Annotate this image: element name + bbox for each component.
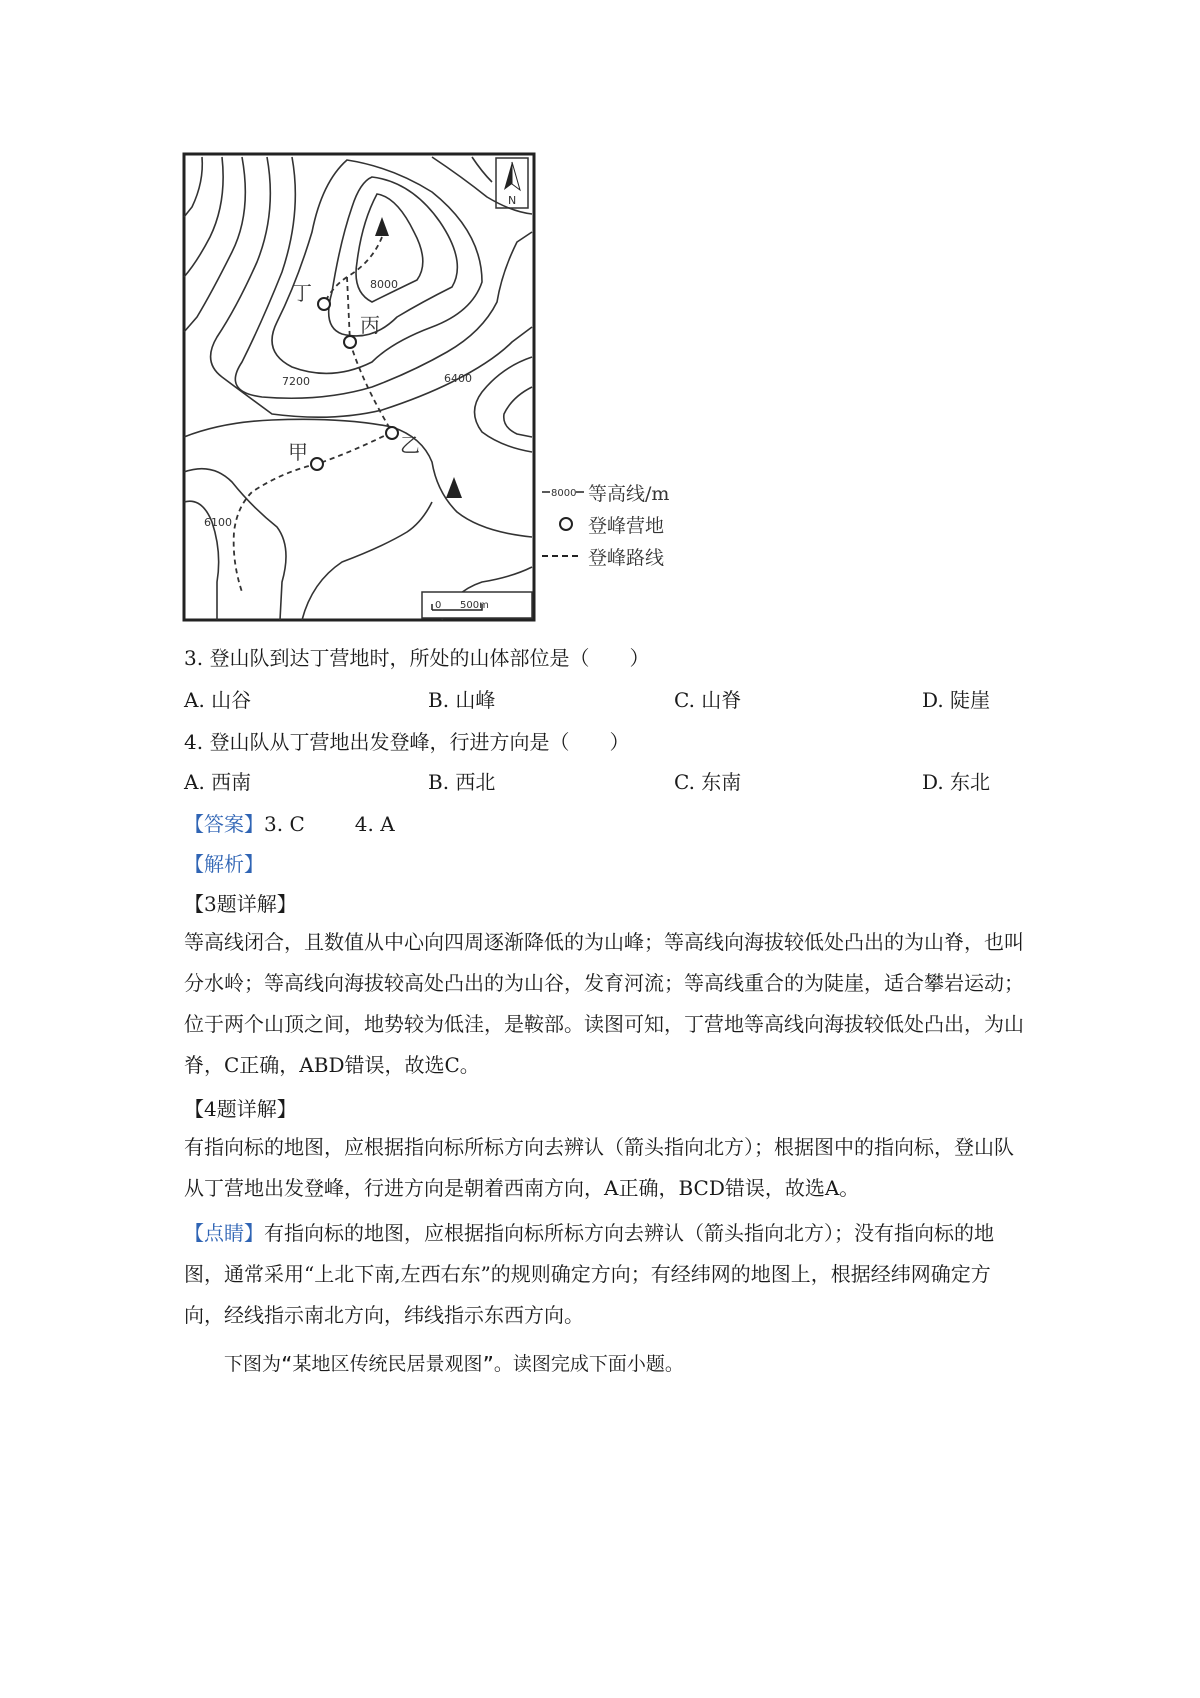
q4-option-b: B. 西北 <box>428 770 496 794</box>
detail-3-title: 【3题详解】 <box>184 892 297 916</box>
answer-3: 3. C <box>264 812 305 836</box>
detail-4-title: 【4题详解】 <box>184 1097 297 1121</box>
contour-map <box>182 152 722 622</box>
camp-yi-icon <box>386 427 398 439</box>
q4-option-d: D. 东北 <box>922 770 991 794</box>
q3-option-b: B. 山峰 <box>428 688 496 712</box>
answer-line <box>184 810 395 838</box>
scale-bar <box>422 592 532 618</box>
north-arrow-icon <box>496 158 528 208</box>
question-4-stem: 4. 登山队从丁营地出发登峰，行进方向是（ ） <box>184 730 630 754</box>
svg-text:登峰路线: 登峰路线 <box>588 547 665 569</box>
svg-text:500m: 500m <box>460 600 489 611</box>
legend-camp-icon <box>560 518 572 530</box>
detail-3-text: 等高线闭合，且数值从中心向四周逐渐降低的为山峰；等高线向海拔较低处凸出的为山脊，也叫分水岭；等高线向海拔较高处凸出的为山谷，发育河流；等高线重合的为陡崖，适合攀岩运动；位于两个山顶之间，地势较为低洼，是鞍部。读图可知，丁营地等高线向海拔较低处凸出，为山脊，C正确，ABD错误，故选C。 <box>184 930 1024 1077</box>
q4-option-c: C. 东南 <box>674 770 742 794</box>
camp-label-yi: 乙 <box>400 433 420 457</box>
camp-jia-icon <box>311 458 323 470</box>
q3-option-a: A. 山谷 <box>184 688 252 712</box>
next-section-intro: 下图为“某地区传统民居景观图”。读图完成下面小题。 <box>224 1353 684 1375</box>
contour-label-8000: 8000 <box>370 278 398 291</box>
svg-text:等高线/m: 等高线/m <box>588 483 670 505</box>
svg-text:8000: 8000 <box>551 488 577 499</box>
svg-text:0: 0 <box>435 600 442 611</box>
answer-4: 4. A <box>354 812 395 836</box>
detail-4-text: 有指向标的地图，应根据指向标所标方向去辨认（箭头指向北方）；根据图中的指向标，登山队从丁营地出发登峰，行进方向是朝着西南方向，A正确，BCD错误，故选A。 <box>184 1135 1014 1200</box>
q3-option-c: C. 山脊 <box>674 688 742 712</box>
q3-option-d: D. 陡崖 <box>922 688 991 712</box>
answer-tag: 【答案】 <box>184 812 264 836</box>
tip-text: 有指向标的地图，应根据指向标所标方向去辨认（箭头指向北方）；没有指向标的地图，通常采用“上北下南,左西右东”的规则确定方向；有经纬网的地图上，根据经纬网确定方向，经线指示南北方向，纬线指示东西方向。 <box>184 1221 994 1327</box>
q4-option-a: A. 西南 <box>184 770 252 794</box>
contour-label-7200: 7200 <box>282 375 310 388</box>
svg-text:N: N <box>508 194 517 207</box>
camp-ding-icon <box>318 298 330 310</box>
camp-label-ding: 丁 <box>292 281 312 305</box>
camp-bing-icon <box>344 336 356 348</box>
camp-label-jia: 甲 <box>288 440 308 464</box>
analysis-tag: 【解析】 <box>184 852 264 876</box>
question-3-stem: 3. 登山队到达丁营地时，所处的山体部位是（ ） <box>184 646 650 670</box>
tip-paragraph <box>184 1213 1026 1336</box>
tip-tag: 【点睛】 <box>184 1221 264 1245</box>
contour-label-6400: 6400 <box>444 372 472 385</box>
camp-label-bing: 丙 <box>360 313 380 337</box>
contour-label-6100: 6100 <box>204 516 232 529</box>
svg-text:登峰营地: 登峰营地 <box>588 515 665 537</box>
map-legend <box>542 483 669 569</box>
